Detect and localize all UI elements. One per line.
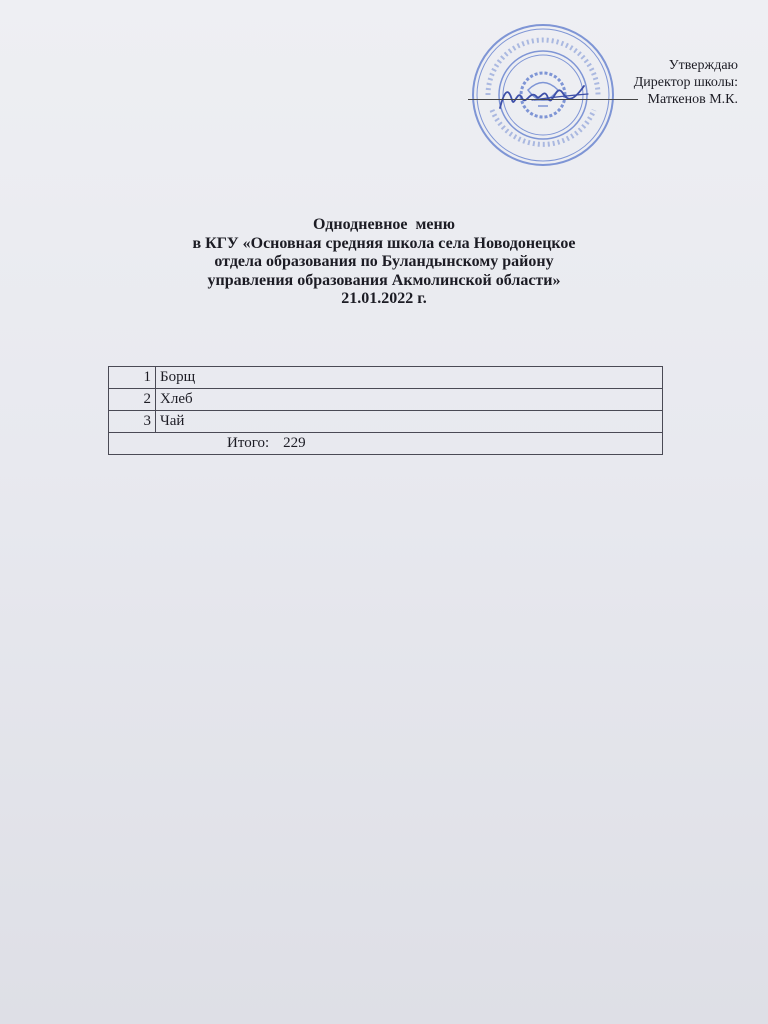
total-row	[109, 433, 663, 455]
title-line-1: Однодневное меню	[313, 216, 455, 233]
total-label: Итого:	[227, 435, 270, 451]
document-title	[0, 216, 768, 309]
approval-name: Маткенов М.К.	[647, 92, 738, 107]
title-line-4: управления образования Акмолинской области»	[207, 271, 561, 289]
table-row	[109, 389, 663, 411]
menu-table	[108, 366, 663, 455]
title-date: 21.01.2022 г.	[341, 290, 427, 307]
total-cell	[109, 433, 663, 455]
table-row	[109, 367, 663, 389]
item-number: 1	[109, 367, 156, 389]
title-line-2: в КГУ «Основная средняя школа села Новодонецкое	[192, 234, 576, 252]
item-name: Хлеб	[156, 389, 663, 411]
handwritten-signature-icon	[492, 78, 592, 118]
item-name: Чай	[156, 411, 663, 433]
approval-position: Директор школы:	[633, 75, 738, 90]
table-row	[109, 411, 663, 433]
item-name: Борщ	[156, 367, 663, 389]
title-line-3: отдела образования по Буландынскому району	[214, 253, 554, 270]
total-value: 229	[283, 435, 306, 451]
item-number: 3	[109, 411, 156, 433]
approval-title: Утверждаю	[668, 58, 738, 73]
item-number: 2	[109, 389, 156, 411]
approval-block	[634, 57, 738, 108]
signature-line	[468, 99, 638, 100]
